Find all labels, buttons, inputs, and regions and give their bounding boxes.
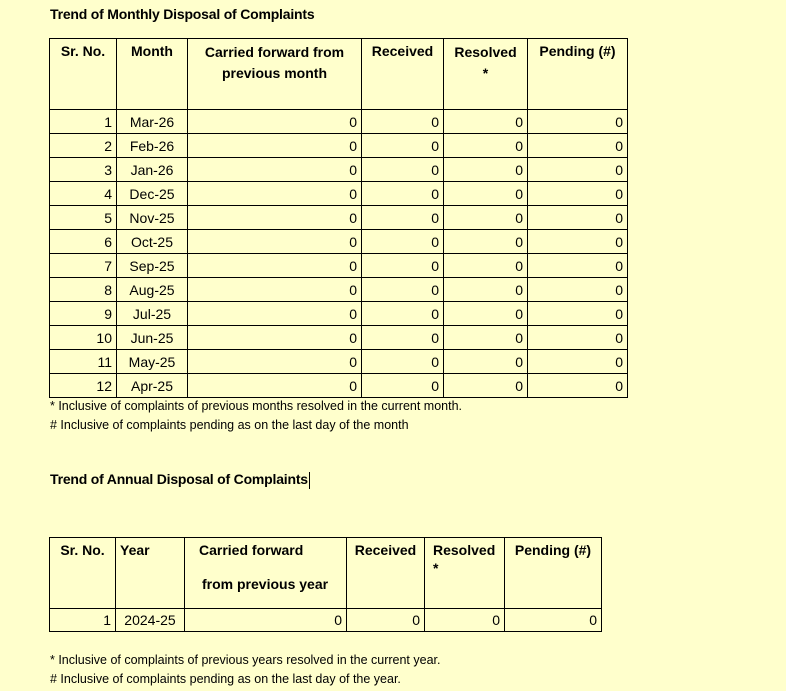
cell-carried-forward: 0	[188, 230, 362, 254]
cell-pending: 0	[528, 230, 628, 254]
cell-received: 0	[347, 609, 425, 632]
cell-carried-forward: 0	[188, 350, 362, 374]
cell-month: Aug-25	[117, 278, 188, 302]
cell-month: Mar-26	[117, 110, 188, 134]
cell-pending: 0	[528, 134, 628, 158]
cell-sr-no: 3	[50, 158, 117, 182]
cell-sr-no: 6	[50, 230, 117, 254]
cell-received: 0	[362, 134, 444, 158]
cell-resolved: 0	[444, 134, 528, 158]
cell-received: 0	[362, 206, 444, 230]
monthly-title: Trend of Monthly Disposal of Complaints	[50, 6, 315, 22]
table-row	[50, 230, 628, 254]
cell-carried-forward: 0	[188, 110, 362, 134]
cell-month: Sep-25	[117, 254, 188, 278]
annual-header-year-label: Year	[120, 542, 150, 558]
annual-header-carried-line1: Carried forward	[199, 542, 304, 558]
cell-carried-forward: 0	[185, 609, 347, 632]
cell-carried-forward: 0	[188, 254, 362, 278]
cell-sr-no: 7	[50, 254, 117, 278]
annual-header-resolved	[425, 538, 505, 609]
header-resolved: Resolved *	[444, 39, 528, 110]
cell-received: 0	[362, 374, 444, 398]
cell-sr-no: 4	[50, 182, 117, 206]
cell-received: 0	[362, 254, 444, 278]
cell-resolved: 0	[444, 326, 528, 350]
table-row	[50, 302, 628, 326]
cell-pending: 0	[528, 302, 628, 326]
header-received: Received	[362, 39, 444, 110]
cell-sr-no: 9	[50, 302, 117, 326]
cell-month: Oct-25	[117, 230, 188, 254]
annual-header-received: Received	[347, 538, 425, 609]
header-sr-no: Sr. No.	[50, 39, 117, 110]
cell-resolved: 0	[444, 110, 528, 134]
cell-received: 0	[362, 278, 444, 302]
annual-header-carried-forward	[185, 538, 347, 609]
annual-disposal-table	[49, 537, 602, 632]
cell-month: May-25	[117, 350, 188, 374]
cell-month: Dec-25	[117, 182, 188, 206]
annual-header-resolved-line2: *	[433, 560, 439, 576]
annual-header-sr-no: Sr. No.	[50, 538, 116, 609]
cell-resolved: 0	[444, 254, 528, 278]
header-month: Month	[117, 39, 188, 110]
annual-title	[50, 471, 310, 489]
monthly-disposal-table	[49, 38, 628, 398]
cell-pending: 0	[528, 350, 628, 374]
cell-pending: 0	[528, 110, 628, 134]
annual-note-pending: # Inclusive of complaints pending as on the last day of the year.	[50, 672, 401, 686]
cell-sr-no: 5	[50, 206, 117, 230]
cell-month: Jul-25	[117, 302, 188, 326]
cell-received: 0	[362, 350, 444, 374]
annual-header-pending: Pending (#)	[505, 538, 602, 609]
cell-carried-forward: 0	[188, 326, 362, 350]
table-row	[50, 134, 628, 158]
cell-sr-no: 10	[50, 326, 117, 350]
annual-header-year	[116, 538, 185, 609]
table-row	[50, 254, 628, 278]
cell-resolved: 0	[444, 278, 528, 302]
cell-carried-forward: 0	[188, 278, 362, 302]
cell-received: 0	[362, 110, 444, 134]
cell-sr-no: 11	[50, 350, 117, 374]
table-row	[50, 206, 628, 230]
annual-header-carried-line2: from previous year	[202, 576, 329, 592]
cell-resolved: 0	[444, 158, 528, 182]
cell-received: 0	[362, 326, 444, 350]
cell-sr-no: 1	[50, 609, 116, 632]
cell-received: 0	[362, 182, 444, 206]
text-cursor	[309, 472, 310, 489]
annual-header-resolved-line1: Resolved	[433, 542, 496, 558]
cell-received: 0	[362, 302, 444, 326]
table-row	[50, 110, 628, 134]
cell-resolved: 0	[444, 206, 528, 230]
cell-pending: 0	[528, 374, 628, 398]
cell-month: Jan-26	[117, 158, 188, 182]
cell-sr-no: 2	[50, 134, 117, 158]
cell-received: 0	[362, 158, 444, 182]
table-row	[50, 326, 628, 350]
header-carried-forward: Carried forward from previous month	[188, 39, 362, 110]
cell-pending: 0	[528, 158, 628, 182]
monthly-note-resolved: * Inclusive of complaints of previous months resolved in the current month.	[50, 399, 463, 413]
cell-resolved: 0	[444, 374, 528, 398]
annual-note-resolved: * Inclusive of complaints of previous years resolved in the current year.	[50, 653, 441, 667]
table-row	[50, 609, 602, 632]
annual-title-text: Trend of Annual Disposal of Complaints	[50, 471, 308, 487]
cell-carried-forward: 0	[188, 374, 362, 398]
cell-carried-forward: 0	[188, 134, 362, 158]
cell-resolved: 0	[444, 302, 528, 326]
cell-received: 0	[362, 230, 444, 254]
cell-pending: 0	[528, 206, 628, 230]
cell-sr-no: 1	[50, 110, 117, 134]
cell-pending: 0	[528, 254, 628, 278]
table-row	[50, 278, 628, 302]
cell-month: Feb-26	[117, 134, 188, 158]
cell-pending: 0	[505, 609, 602, 632]
cell-year: 2024-25	[116, 609, 185, 632]
cell-resolved: 0	[444, 230, 528, 254]
cell-pending: 0	[528, 182, 628, 206]
monthly-note-pending: # Inclusive of complaints pending as on the last day of the month	[50, 418, 409, 432]
table-row	[50, 350, 628, 374]
cell-sr-no: 12	[50, 374, 117, 398]
table-row	[50, 158, 628, 182]
cell-month: Apr-25	[117, 374, 188, 398]
cell-carried-forward: 0	[188, 182, 362, 206]
cell-pending: 0	[528, 278, 628, 302]
table-row	[50, 182, 628, 206]
cell-month: Jun-25	[117, 326, 188, 350]
table-row	[50, 374, 628, 398]
cell-resolved: 0	[444, 182, 528, 206]
cell-carried-forward: 0	[188, 158, 362, 182]
cell-carried-forward: 0	[188, 206, 362, 230]
header-pending: Pending (#)	[528, 39, 628, 110]
cell-carried-forward: 0	[188, 302, 362, 326]
cell-sr-no: 8	[50, 278, 117, 302]
cell-resolved: 0	[425, 609, 505, 632]
cell-pending: 0	[528, 326, 628, 350]
cell-month: Nov-25	[117, 206, 188, 230]
cell-resolved: 0	[444, 350, 528, 374]
